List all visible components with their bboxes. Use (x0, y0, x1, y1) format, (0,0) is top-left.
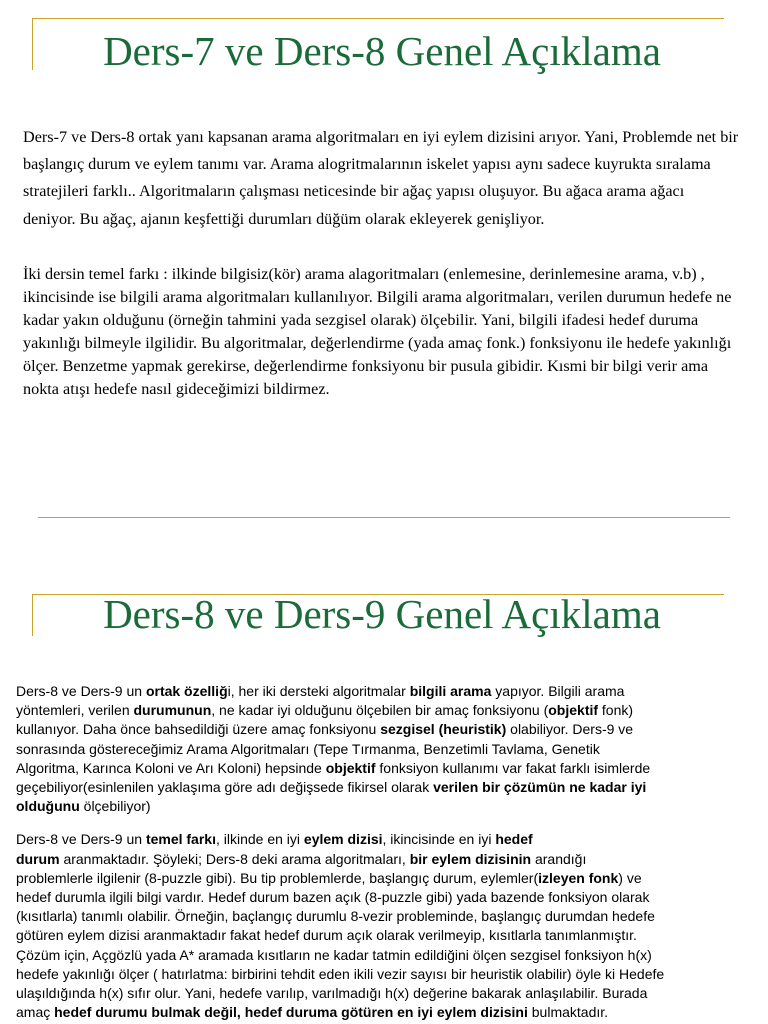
bold-text: objektif (548, 702, 599, 719)
text-run: , ikincisinde en iyi (382, 831, 496, 848)
text-line (16, 1003, 761, 1022)
slide1-paragraph-2: İki dersin temel farkı : ilkinde bilgisiz(kör) arama alagoritmaları (enlemesine, derinlemesine arama, v.b) , ikincisinde ise bilgili arama algoritmaları kullanılıyor. Bilgili arama algoritmaları, verilen durumun hedefe ne kadar yakın olduğunu (örneğin tahmini yada sezgisel olarak) ölçebilir. Yani, bilgili ifadesi hedef duruma yakınlığı bilmeyle ilgilidir. Bu algoritmalar, değerlendirme (yada amaç fonk.) fonksiyonu ile hedefe yakınlığı ölçer. Benzetme yapmak gerekirse, değerlendirme fonksiyonu bir pusula gibidir. Kısmi bir bilgi verir ama nokta atışı hedefe nasıl gideceğimizi bildirmez. (23, 265, 732, 398)
text-line (16, 888, 761, 907)
slide1-title-top-rule (32, 18, 724, 19)
text-line (16, 965, 761, 984)
text-run: yapıyor. Bilgili arama (491, 683, 625, 699)
text-run: problemlerle ilgilenir (8-puzzle gibi). Bu tip problemlerde, başlangıç durum, eylemler( (16, 869, 539, 886)
text-run: Çözüm için, Açgözlü yada A* aramada kısıtların ne kadar tatmin edildiğini ölçen sezgisel fonksiyon h(x) (16, 946, 652, 963)
paragraph-gap (16, 816, 761, 830)
text-run: götüren eylem dizisi aranmaktadır fakat hedef durum açık olarak verilmeyip, kısıtlarla tanımlanmıştır. (16, 927, 637, 944)
text-run: Ders-8 ve Ders-9 un (16, 831, 146, 848)
text-line (16, 701, 761, 720)
text-run: sonrasında göstereceğimiz Arama Algoritmaları (Tepe Tırmanma, Benzetimli Tavlama, Genetik (16, 740, 600, 757)
bold-text: objektif (325, 759, 376, 776)
text-line (16, 830, 761, 849)
text-run: hedef durumla ilgili bilgi vardır. Hedef durum bazen açık (8-puzzle gibi) yada bazende fonksiyon olarak (16, 889, 650, 906)
text-line (16, 759, 761, 778)
text-line (16, 682, 761, 701)
text-line (16, 869, 761, 888)
text-run: Algoritma, Karınca Koloni ve Arı Koloni) hepsinde (16, 759, 326, 776)
text-line (16, 720, 761, 739)
text-run: arandığı (531, 850, 587, 867)
bold-text: hedef durumu bulmak değil, hedef duruma götüren en iyi eylem dizisini (54, 1004, 528, 1021)
bold-text: ortak özelliğ (145, 683, 228, 699)
text-run: Ders-8 ve Ders-9 un (16, 683, 146, 699)
text-run: i, her iki dersteki algoritmalar (227, 683, 410, 699)
text-run: aranmaktadır. Şöyleki; Ders-8 deki arama algoritmaları, (59, 850, 410, 867)
text-line (16, 984, 761, 1003)
text-run: fonksiyon kullanımı var fakat farklı isimlerde (375, 759, 651, 776)
text-run: ölçebiliyor) (79, 798, 151, 815)
bold-text: bilgili arama (409, 683, 492, 699)
bold-text: olduğunu (16, 798, 80, 815)
slide1-paragraph-1: Ders-7 ve Ders-8 ortak yanı kapsanan arama algoritmaları en iyi eylem dizisini arıyor. Yani, Problemde net bir başlangıç durum ve eylem tanımı var. Arama alogritmalarının iskelet yapısı aynı sadece kuyrukta sıralama stratejileri farklı.. Algoritmaların çalışması neticesinde bir ağaç yapısı oluşuyor. Bu ağaca arama ağacı deniyor. Bu ağaç, ajanın keşfettiği durumları düğüm olarak ekleyerek genişliyor. (23, 128, 739, 228)
text-line (16, 907, 761, 926)
text-run: olabiliyor. Ders-9 ve (506, 721, 634, 738)
text-line (16, 797, 761, 816)
text-run: amaç (16, 1004, 55, 1021)
text-run: (kısıtlarla) tanımlı olabilir. Örneğin, baçlangıç durumlu 8-vezir probleminde, başlangıç durumdan hedefe (16, 908, 655, 925)
bold-text: izleyen fonk (538, 869, 619, 886)
bold-text: eylem dizisi (303, 831, 383, 848)
bold-text: durumunun (133, 702, 212, 719)
text-run: bulmaktadır. (527, 1004, 609, 1021)
bold-text: durum (16, 850, 60, 867)
slide2-body (16, 682, 761, 1022)
text-run: geçebiliyor(esinlenilen yaklaşıma göre adı değişsede fikirsel olarak (16, 779, 434, 796)
bold-text: sezgisel (heuristik) (380, 721, 507, 738)
bold-text: hedef (495, 831, 533, 848)
text-line (16, 850, 761, 869)
text-run: fonk) (598, 702, 634, 719)
slide2-paragraph-2 (16, 830, 761, 1022)
slide2-title: Ders-8 ve Ders-9 Genel Açıklama (103, 591, 661, 637)
bold-text: verilen bir çözümün ne kadar iyi (433, 779, 647, 796)
slide-divider-rule (38, 517, 730, 518)
text-line (16, 926, 761, 945)
text-run: kullanıyor. Daha önce bahsedildiği üzere amaç fonksiyonu (16, 721, 381, 738)
text-run: , ilkinde en iyi (215, 831, 304, 848)
slide1-title: Ders-7 ve Ders-8 Genel Açıklama (103, 28, 661, 74)
text-run: ulaşıldığında h(x) sıfır olur. Yani, hedefe varılıp, varılmadığı h(x) değerine bakarak anlaşılabilir. Burada (16, 985, 648, 1002)
text-run: hedefe yakınlığı ölçer ( hatırlatma: birbirini tehdit eden ikili vezir sayısı bir heuristik olabilir) öyle ki Hedefe (16, 965, 665, 982)
text-run: ) ve (618, 869, 642, 886)
bold-text: temel farkı (145, 831, 216, 848)
slide2-paragraph-1 (16, 682, 761, 816)
text-line (16, 778, 761, 797)
text-line (16, 946, 761, 965)
text-run: , ne kadar iyi olduğunu ölçebilen bir amaç fonksiyonu ( (211, 702, 549, 719)
text-line (16, 740, 761, 759)
text-run: yöntemleri, verilen (16, 702, 134, 719)
bold-text: bir eylem dizisinin (409, 850, 532, 867)
